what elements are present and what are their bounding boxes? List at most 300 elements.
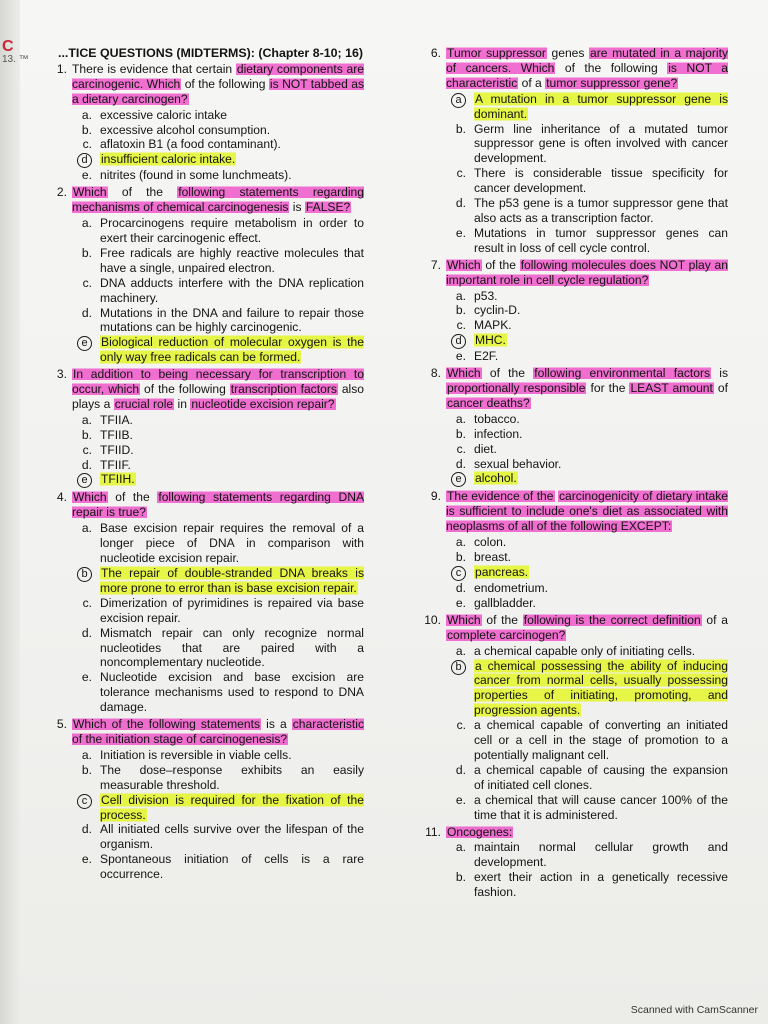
answer-option <box>422 122 728 167</box>
option-letter-text: b. <box>455 550 466 565</box>
option-text-content: p53. <box>474 288 498 303</box>
option-text-content: excessive caloric intake <box>100 107 228 122</box>
question-text-segment: of a <box>518 75 546 90</box>
option-text <box>474 535 728 550</box>
option-letter <box>48 458 100 473</box>
option-text <box>474 349 728 364</box>
option-letter <box>422 565 474 581</box>
question-text <box>446 46 728 91</box>
option-text-content: Spontaneous initiation of cells is a rare occurrence. <box>100 852 364 882</box>
option-letter-text: d. <box>455 581 466 595</box>
question-stem <box>48 717 364 747</box>
answer-option <box>422 349 728 364</box>
option-letter <box>48 852 100 882</box>
question-text <box>72 185 364 215</box>
option-letter <box>48 306 100 336</box>
answer-option <box>422 535 728 550</box>
option-text-content: Germ line inheritance of a mutated tumor suppressor gene is often involved with cancer development. <box>474 121 728 166</box>
highlighted-text: Tumor suppressor <box>447 46 546 60</box>
option-text-content: All initiated cells survive over the lifespan of the organism. <box>100 822 364 852</box>
option-letter-text: b. <box>455 121 466 136</box>
answer-options <box>422 840 728 900</box>
question-stem <box>48 62 364 107</box>
question-text-segment: of the following <box>181 76 269 91</box>
option-letter <box>422 196 474 226</box>
option-letter-text: b. <box>81 245 92 260</box>
left-column <box>48 46 364 884</box>
option-letter <box>48 748 100 763</box>
option-letter-text: d. <box>81 457 92 472</box>
option-letter <box>48 763 100 793</box>
page-title: ...TICE QUESTIONS (MIDTERMS): (Chapter 8-10; 16) <box>58 46 363 60</box>
question-text-segment: of a <box>701 612 728 627</box>
option-letter-text: c. <box>82 442 92 457</box>
option-text-content: There is considerable tissue specificity for cancer development. <box>474 166 728 196</box>
option-text-content: Base excision repair requires the removal of a longer piece of DNA in comparison with nucleotide excision repair. <box>100 521 364 566</box>
answer-options <box>422 412 728 488</box>
answer-option <box>422 289 728 304</box>
option-text-content: sexual behavior. <box>474 456 562 471</box>
question-text-segment: of <box>713 381 728 396</box>
question-text-segment: is <box>711 366 729 381</box>
highlighted-text: proportionally responsible <box>447 381 586 396</box>
option-letter <box>422 870 474 900</box>
option-letter-text: c. <box>82 595 92 610</box>
question-text <box>72 490 364 520</box>
question-text-segment: of the <box>481 366 534 381</box>
answer-option <box>422 226 728 256</box>
option-text <box>100 413 364 428</box>
option-text-content: a chemical capable of converting an initiated cell or a cell in the stage of promotion to a potentially malignant cell. <box>474 718 728 762</box>
option-text <box>474 793 728 823</box>
option-text-content: colon. <box>474 535 507 550</box>
highlighted-text: are mutated in a majority of cancers. Which <box>446 46 729 75</box>
option-letter <box>422 226 474 256</box>
option-text <box>100 428 364 443</box>
option-letter <box>48 168 100 183</box>
option-text <box>474 565 728 581</box>
option-text-content: TFIIA. <box>100 412 133 427</box>
option-text <box>100 822 364 852</box>
question-text <box>446 613 728 643</box>
answer-option <box>48 108 364 123</box>
option-text-content: Free radicals are highly reactive molecules that have a single, unpaired electron. <box>100 245 364 275</box>
option-letter-text: c. <box>456 441 466 456</box>
scanner-watermark: Scanned with CamScanner <box>630 1004 758 1016</box>
question-text-segment: There is evidence that certain <box>72 61 236 76</box>
highlighted-text: following environmental factors <box>534 366 711 381</box>
margin-mark-c: C <box>2 38 14 55</box>
option-letter-text: a. <box>455 840 466 855</box>
answer-option-selected <box>422 471 728 487</box>
highlighted-text: is NOT tabbed as a dietary carcinogen? <box>72 76 364 106</box>
option-text <box>100 276 364 306</box>
highlighted-answer: pancreas. <box>475 565 529 579</box>
option-text-content: The dose–response exhibits an easily measurable threshold. <box>100 762 364 792</box>
question-stem <box>422 825 728 840</box>
highlighted-text: following molecules does NOT play an important role in cell cycle regulation? <box>446 257 728 287</box>
option-letter <box>48 246 100 276</box>
answer-option <box>422 870 728 900</box>
answer-option <box>422 793 728 823</box>
option-letter <box>48 521 100 566</box>
option-letter <box>422 457 474 472</box>
highlighted-text: Which <box>447 257 481 272</box>
option-text <box>474 581 728 596</box>
question-number: 7. <box>430 257 441 272</box>
option-text <box>474 596 728 611</box>
answer-options <box>422 289 728 365</box>
option-letter-text: b. <box>81 762 92 777</box>
question-stem <box>48 185 364 215</box>
answer-option <box>48 216 364 246</box>
question-text-segment: genes <box>546 46 590 60</box>
question-text <box>72 367 364 412</box>
option-text <box>474 427 728 442</box>
highlighted-text: FALSE? <box>305 200 351 215</box>
question-text-segment: also plays a <box>72 382 365 411</box>
option-letter <box>422 659 474 719</box>
circled-answer-mark: c <box>77 794 92 809</box>
option-letter-text: d. <box>81 822 92 837</box>
option-text-content: Procarcinogens require metabolism in order to exert their carcinogenic effect. <box>100 216 364 245</box>
circled-answer-mark: a <box>451 93 466 108</box>
option-letter <box>48 152 100 168</box>
question-text-segment: of the following <box>140 382 230 397</box>
option-text-content: DNA adducts interfere with the DNA replication machinery. <box>100 275 364 305</box>
highlighted-text: Which of the following statements <box>73 717 261 732</box>
option-letter <box>422 318 474 333</box>
option-letter <box>422 166 474 196</box>
option-letter <box>422 718 474 763</box>
answer-option <box>422 303 728 318</box>
option-text <box>474 318 728 333</box>
option-letter <box>48 276 100 306</box>
option-letter-text: e. <box>81 852 92 867</box>
option-text <box>100 152 364 168</box>
option-letter <box>422 535 474 550</box>
highlighted-text: cancer deaths? <box>447 395 530 410</box>
answer-option <box>422 596 728 611</box>
highlighted-text: dietary components are carcinogenic. Which <box>72 61 364 91</box>
option-letter-text: a. <box>455 411 466 426</box>
answer-option <box>48 276 364 306</box>
option-letter-text: a. <box>455 643 466 658</box>
option-text <box>474 840 728 870</box>
option-text <box>474 442 728 457</box>
option-text <box>100 521 364 566</box>
question-text <box>446 366 728 411</box>
option-text <box>474 550 728 565</box>
option-letter <box>422 427 474 442</box>
answer-option-selected <box>422 565 728 581</box>
option-letter-text: c. <box>456 166 466 181</box>
question-9 <box>422 489 728 610</box>
option-letter <box>422 763 474 793</box>
question-text <box>72 717 364 747</box>
option-text-content: TFIIB. <box>100 427 133 442</box>
option-letter-text: e. <box>455 792 466 807</box>
highlighted-text: is NOT a characteristic <box>446 60 728 90</box>
highlighted-answer: Biological reduction of molecular oxygen is the only way free radicals can be formed. <box>100 335 364 365</box>
answer-option <box>422 581 728 596</box>
answer-option-selected <box>48 793 364 823</box>
option-text <box>100 596 364 626</box>
question-text-segment: in <box>174 396 191 411</box>
option-text-content: breast. <box>474 550 511 565</box>
highlighted-text: following statements regarding DNA repair is true? <box>72 490 365 520</box>
highlighted-text: characteristic of the initiation stage of carcinogenesis? <box>72 717 364 746</box>
answer-option <box>422 427 728 442</box>
highlighted-answer: MHC. <box>475 333 506 348</box>
option-text <box>100 137 364 152</box>
option-text <box>100 246 364 276</box>
highlighted-text: In addition to being necessary for transcription to occur, which <box>72 367 364 397</box>
option-letter <box>48 443 100 458</box>
option-letter <box>422 471 474 487</box>
question-stem <box>422 613 728 643</box>
option-letter <box>48 596 100 626</box>
option-text-content: infection. <box>474 426 523 441</box>
question-11 <box>422 825 728 901</box>
question-7 <box>422 258 728 364</box>
highlighted-text: Which <box>73 490 107 505</box>
answer-option <box>422 718 728 763</box>
option-text-content: excessive alcohol consumption. <box>100 122 271 137</box>
option-text-content: MAPK. <box>474 318 512 333</box>
answer-option <box>48 458 364 473</box>
answer-option <box>422 196 728 226</box>
option-text <box>100 335 364 365</box>
highlighted-answer: The repair of double-stranded DNA breaks is more prone to error than is base excision repair. <box>100 566 364 595</box>
question-number: 8. <box>430 366 441 381</box>
option-letter-text: b. <box>81 427 92 442</box>
option-letter-text: a. <box>81 747 92 762</box>
answer-option <box>48 521 364 566</box>
option-text <box>474 226 728 256</box>
option-text <box>474 122 728 167</box>
answer-options <box>422 535 728 611</box>
answer-option <box>48 306 364 336</box>
highlighted-text: LEAST amount <box>630 381 713 396</box>
answer-option <box>48 748 364 763</box>
option-text <box>474 644 728 659</box>
option-letter-text: e. <box>455 225 466 240</box>
question-stem <box>422 366 728 411</box>
option-letter <box>422 581 474 596</box>
option-text-content: exert their action in a genetically recessive fashion. <box>474 870 728 900</box>
answer-option <box>48 246 364 276</box>
option-text <box>100 566 364 596</box>
option-letter-text: c. <box>456 718 466 733</box>
option-letter <box>422 333 474 349</box>
question-stem <box>48 367 364 412</box>
option-text <box>474 333 728 349</box>
answer-option-selected <box>422 659 728 719</box>
option-text <box>100 670 364 715</box>
answer-option <box>422 318 728 333</box>
question-text <box>446 489 728 534</box>
answer-option <box>422 550 728 565</box>
highlighted-text: Which <box>73 185 107 200</box>
option-text-content: a chemical capable only of initiating cells. <box>474 643 696 658</box>
answer-option <box>48 596 364 626</box>
option-letter <box>48 566 100 596</box>
answer-option <box>48 137 364 152</box>
option-text-content: Dimerization of pyrimidines is repaired via base excision repair. <box>100 595 364 625</box>
option-text-content: TFIID. <box>100 442 134 457</box>
option-text <box>100 306 364 336</box>
option-letter <box>48 108 100 123</box>
question-text-segment: of the <box>481 612 523 627</box>
option-letter <box>48 472 100 488</box>
option-letter <box>48 413 100 428</box>
option-letter-text: b. <box>455 870 466 885</box>
answer-option-selected <box>48 152 364 168</box>
option-text <box>474 303 728 318</box>
option-text-content: a chemical that will cause cancer 100% of the time that it is administered. <box>474 792 728 822</box>
option-letter-text: a. <box>81 521 92 536</box>
answer-option <box>422 412 728 427</box>
question-text-segment: for the <box>586 381 630 396</box>
option-text <box>100 216 364 246</box>
option-text <box>474 92 728 122</box>
option-text <box>474 457 728 472</box>
option-letter <box>48 137 100 152</box>
option-letter-text: c. <box>82 275 92 290</box>
page-binding-edge <box>0 0 20 1024</box>
option-letter <box>48 670 100 715</box>
option-text-content: endometrium. <box>474 581 548 595</box>
option-text-content: a chemical capable of causing the expansion of initiated cell clones. <box>474 762 728 792</box>
answer-option <box>422 763 728 793</box>
highlighted-text: Which <box>447 366 481 381</box>
question-number: 4. <box>56 490 67 505</box>
answer-option <box>48 852 364 882</box>
option-text-content: tobacco. <box>474 411 520 426</box>
option-letter <box>422 442 474 457</box>
highlighted-text: transcription factors <box>230 382 337 397</box>
option-text <box>100 748 364 763</box>
question-number: 2. <box>56 185 67 200</box>
highlighted-answer: insufficient caloric intake. <box>101 152 236 167</box>
circled-answer-mark: e <box>451 472 466 487</box>
question-4 <box>48 490 364 715</box>
option-text <box>100 852 364 882</box>
question-8 <box>422 366 728 487</box>
circled-answer-mark: d <box>451 334 466 349</box>
option-letter <box>48 793 100 823</box>
option-text-content: diet. <box>474 441 497 456</box>
answer-option-selected <box>48 472 364 488</box>
option-text <box>474 196 728 226</box>
question-stem <box>422 46 728 91</box>
option-letter <box>422 644 474 659</box>
highlighted-text: The evidence of the <box>447 489 554 504</box>
circled-answer-mark: c <box>451 566 466 581</box>
option-letter <box>422 289 474 304</box>
option-text-content: Mismatch repair can only recognize normal nucleotides that are paired with a noncomplementary nucleotide. <box>100 625 364 670</box>
circled-answer-mark: b <box>451 660 466 675</box>
question-stem <box>48 490 364 520</box>
option-text <box>474 166 728 196</box>
question-text-segment: of the <box>481 257 520 272</box>
highlighted-text: carcinogenicity of dietary intake is sufficient to include one's diet as associated with neoplasms of all of the following EXCEPT: <box>446 489 728 534</box>
answer-option-selected <box>48 335 364 365</box>
question-text <box>446 825 728 840</box>
highlighted-text: nucleotide excision repair? <box>191 396 335 411</box>
question-number: 10. <box>424 612 441 627</box>
option-text-content: E2F. <box>474 349 499 364</box>
option-letter <box>422 840 474 870</box>
question-number: 11. <box>425 824 441 839</box>
answer-option <box>48 822 364 852</box>
option-letter-text: d. <box>455 762 466 777</box>
answer-option <box>48 763 364 793</box>
option-letter <box>422 793 474 823</box>
question-number: 1. <box>56 61 67 76</box>
option-text-content: Mutations in the DNA and failure to repair those mutations can be highly carcinogenic. <box>100 305 364 335</box>
answer-option <box>422 457 728 472</box>
option-letter <box>422 349 474 364</box>
answer-option-selected <box>422 92 728 122</box>
highlighted-answer: Cell division is required for the fixation of the process. <box>100 792 364 822</box>
highlighted-answer: TFIIH. <box>101 472 135 487</box>
option-text <box>100 793 364 823</box>
answer-option <box>48 428 364 443</box>
option-letter-text: a. <box>455 288 466 303</box>
option-text <box>100 458 364 473</box>
option-letter-text: b. <box>455 303 466 318</box>
option-text-content: TFIIF. <box>100 457 131 472</box>
question-number: 5. <box>56 717 67 732</box>
question-text-segment: is a <box>261 717 292 732</box>
highlighted-text: Oncogenes: <box>447 824 513 839</box>
answer-option <box>48 168 364 183</box>
option-letter-text: a. <box>81 216 92 231</box>
option-text <box>474 659 728 719</box>
option-text <box>474 412 728 427</box>
question-text-segment: of the <box>107 185 178 200</box>
option-text-content: gallbladder. <box>474 595 536 610</box>
question-6 <box>422 46 728 256</box>
margin-mark-note: 13. ™ <box>2 54 29 65</box>
circled-answer-mark: b <box>77 567 92 582</box>
answer-option <box>48 670 364 715</box>
option-text <box>100 443 364 458</box>
question-text-segment: of the following <box>555 60 668 75</box>
option-letter <box>422 550 474 565</box>
circled-answer-mark: e <box>77 473 92 488</box>
highlighted-text: complete carcinogen? <box>447 627 566 642</box>
option-letter <box>48 428 100 443</box>
option-letter-text: d. <box>81 625 92 640</box>
question-text-segment: is <box>289 200 305 215</box>
option-text <box>474 763 728 793</box>
option-letter-text: a. <box>455 535 466 550</box>
option-letter-text: e. <box>455 595 466 610</box>
option-text-content: The p53 gene is a tumor suppressor gene that also acts as a transcription factor. <box>474 196 728 225</box>
answer-options <box>48 748 364 882</box>
highlighted-answer: a chemical possessing the ability of inducing cancer from normal cells, usually possessing properties of initiating, promoting, and progression agents. <box>474 658 728 718</box>
question-1 <box>48 62 364 183</box>
question-stem <box>422 489 728 534</box>
option-letter-text: b. <box>455 426 466 441</box>
option-text <box>100 123 364 138</box>
question-number: 9. <box>430 489 441 504</box>
question-stem <box>422 258 728 288</box>
highlighted-text: tumor suppressor gene? <box>546 75 678 90</box>
